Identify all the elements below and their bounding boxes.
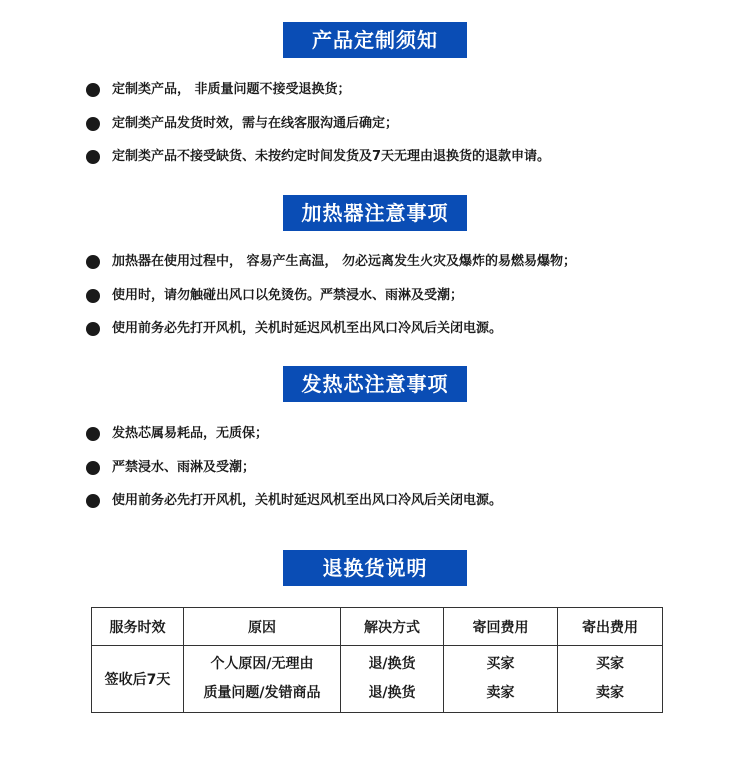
reason-line: 个人原因/无理由 — [210, 656, 314, 672]
list-item-text: 定制类产品， 非质量问题不接受退换货； — [112, 82, 351, 97]
list-item — [86, 317, 576, 351]
cell-return-fee — [444, 646, 558, 713]
cell-solution — [341, 646, 444, 713]
bullet-dot-icon — [86, 117, 100, 131]
section-title-returns: 退换货说明 — [283, 550, 467, 586]
list-item-text: 使用前务必先打开风机，关机时延迟风机至出风口冷风后关闭电源。 — [112, 321, 503, 336]
header-send-fee: 寄出费用 — [558, 608, 663, 646]
bullet-dot-icon — [86, 83, 100, 97]
cell-reason — [184, 646, 341, 713]
solution-line: 退/换货 — [368, 685, 416, 701]
bullet-dot-icon — [86, 461, 100, 475]
heater-notice-list — [86, 250, 576, 351]
core-notice-list — [86, 422, 502, 523]
cell-period: 签收后7天 — [92, 646, 184, 713]
send-fee-line: 卖家 — [596, 685, 624, 701]
header-return-fee: 寄回费用 — [444, 608, 558, 646]
list-item-text: 定制类产品发货时效，需与在线客服沟通后确定； — [112, 115, 399, 131]
section-title-heater: 加热器注意事项 — [283, 195, 467, 231]
header-period: 服务时效 — [92, 608, 184, 646]
list-item — [86, 284, 576, 318]
list-item-text: 定制类产品不接受缺货、未按约定时间发货及7天无理由退换货的退款申请。 — [112, 149, 551, 164]
returns-table — [91, 607, 663, 713]
reason-line: 质量问题/发错商品 — [203, 685, 321, 701]
return-fee-line: 买家 — [486, 656, 515, 672]
list-item — [86, 489, 502, 523]
send-fee-line: 买家 — [596, 656, 624, 672]
list-item — [86, 456, 502, 490]
header-reason: 原因 — [184, 608, 341, 646]
solution-line: 退/换货 — [368, 656, 416, 672]
bullet-dot-icon — [86, 322, 100, 336]
table-header-row — [92, 608, 663, 646]
return-fee-line: 卖家 — [486, 685, 515, 701]
bullet-dot-icon — [86, 255, 100, 269]
cell-send-fee — [558, 646, 663, 713]
header-solution: 解决方式 — [341, 608, 444, 646]
bullet-dot-icon — [86, 427, 100, 441]
list-item — [86, 422, 502, 456]
list-item-text: 发热芯属易耗品，无质保； — [112, 426, 269, 441]
bullet-dot-icon — [86, 150, 100, 164]
list-item — [86, 112, 550, 146]
bullet-dot-icon — [86, 494, 100, 508]
list-item-text: 加热器在使用过程中， 容易产生高温， 勿必远离发生火灾及爆炸的易燃易爆物； — [112, 254, 577, 269]
section-title-core: 发热芯注意事项 — [283, 366, 467, 402]
list-item — [86, 145, 550, 179]
bullet-dot-icon — [86, 289, 100, 303]
list-item-text: 使用时，请勿触碰出风口以免烫伤。严禁浸水、雨淋及受潮； — [112, 287, 464, 303]
section-title-custom: 产品定制须知 — [283, 22, 467, 58]
list-item-text: 使用前务必先打开风机，关机时延迟风机至出风口冷风后关闭电源。 — [112, 493, 503, 508]
custom-notice-list — [86, 78, 550, 179]
table-row — [92, 646, 663, 713]
list-item-text: 严禁浸水、雨淋及受潮； — [112, 459, 256, 475]
list-item — [86, 78, 550, 112]
list-item — [86, 250, 576, 284]
